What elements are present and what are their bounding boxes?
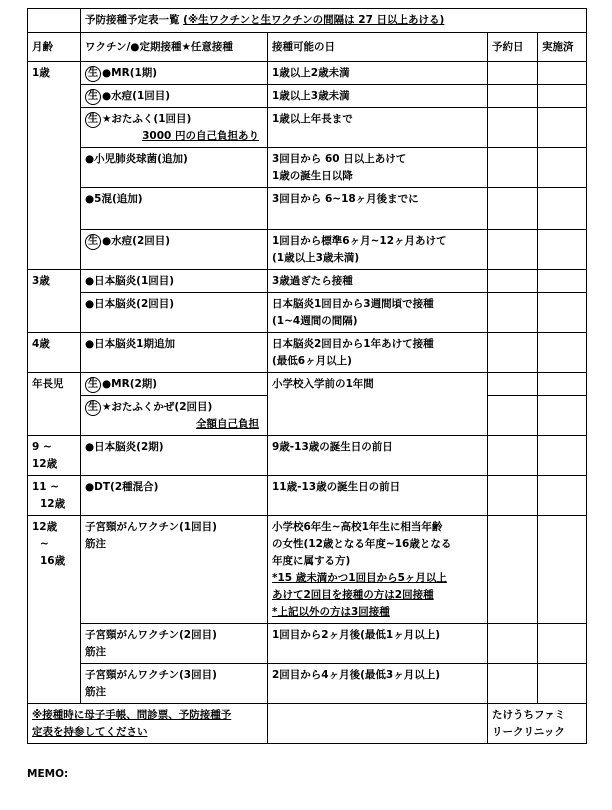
vaccination-schedule-table	[27, 8, 587, 744]
possible-cell: 3回目から 6~18ヶ月後までに	[268, 188, 488, 230]
age-cell: 1歳	[28, 62, 81, 270]
planned-date-cell[interactable]	[488, 188, 538, 230]
planned-date-cell[interactable]	[488, 396, 538, 436]
planned-date-cell[interactable]	[488, 85, 538, 108]
planned-date-cell[interactable]	[488, 293, 538, 333]
header-row	[28, 33, 587, 62]
table-row	[28, 664, 587, 704]
cost-note: 3000 円の自己負担あり	[142, 130, 259, 142]
vaccine-cell: ●日本脳炎(1回目)	[81, 270, 268, 293]
possible-cell: 小学校6年生~高校1年生に相当年齢 の女性(12歳となる年度~16歳となる 年度に属する方) *15 歳未満かつ1回目から5ヶ月以上 あけて2回目を接種の方は2回接種 *上記以外の方は3回接種	[268, 516, 488, 624]
memo-label: MEMO:	[27, 768, 69, 780]
table-row	[28, 293, 587, 333]
table-row	[28, 624, 587, 664]
header-vaccine: ワクチン/●定期接種★任意接種	[81, 33, 268, 62]
done-cell[interactable]	[538, 108, 587, 148]
header-age: 月齢	[28, 33, 81, 62]
age-cell: 4歳	[28, 333, 81, 373]
age-cell: 11 ~ 12歳	[28, 476, 81, 516]
footer-empty-cell	[268, 704, 488, 744]
vaccine-cell: ●小児肺炎球菌(追加)	[81, 148, 268, 188]
done-cell[interactable]	[538, 396, 587, 436]
table-row	[28, 230, 587, 270]
cost-note: 全額自己負担	[196, 418, 259, 430]
header-possible: 接種可能の日	[268, 33, 488, 62]
possible-cell: 小学校入学前の1年間	[268, 373, 488, 436]
live-vaccine-mark: 生	[85, 89, 101, 105]
done-cell[interactable]	[538, 664, 587, 704]
table-row	[28, 62, 587, 85]
possible-cell: 1回目から標準6ヶ月~12ヶ月あけて (1歳以上3歳未満)	[268, 230, 488, 270]
table-row	[28, 270, 587, 293]
header-done: 実施済	[538, 33, 587, 62]
planned-date-cell[interactable]	[488, 436, 538, 476]
clinic-name-cell: たけうちファミ リークリニック	[488, 704, 587, 744]
vaccine-cell: 生 ●水痘(2回目)	[81, 230, 268, 270]
vaccine-cell: 生 ●MR(2期)	[81, 373, 268, 396]
done-cell[interactable]	[538, 516, 587, 624]
footer-note-cell: ※接種時に母子手帳、問診票、予防接種予 定表を持参してください	[28, 704, 268, 744]
planned-date-cell[interactable]	[488, 108, 538, 148]
done-cell[interactable]	[538, 270, 587, 293]
table-row	[28, 108, 587, 148]
vaccine-cell: ●日本脳炎1期追加	[81, 333, 268, 373]
title-spacer-cell	[28, 9, 81, 33]
footer-note: ※接種時に母子手帳、問診票、予防接種予	[32, 709, 232, 721]
planned-date-cell[interactable]	[488, 62, 538, 85]
vaccine-cell: ●DT(2種混合)	[81, 476, 268, 516]
planned-date-cell[interactable]	[488, 516, 538, 624]
done-cell[interactable]	[538, 85, 587, 108]
table-row	[28, 85, 587, 108]
done-cell[interactable]	[538, 373, 587, 396]
planned-date-cell[interactable]	[488, 624, 538, 664]
possible-cell: 3回目から 60 日以上あけて 1歳の誕生日以降	[268, 148, 488, 188]
vaccine-cell: 子宮頸がんワクチン(2回目) 筋注	[81, 624, 268, 664]
live-vaccine-mark: 生	[85, 66, 101, 82]
done-cell[interactable]	[538, 333, 587, 373]
vaccine-cell: 生 ★おたふくかぜ(2回目) 全額自己負担	[81, 396, 268, 436]
planned-date-cell[interactable]	[488, 664, 538, 704]
title-cell	[81, 9, 587, 33]
table-row	[28, 436, 587, 476]
possible-cell: 3歳過ぎたら接種	[268, 270, 488, 293]
live-vaccine-mark: 生	[85, 112, 101, 128]
live-vaccine-mark: 生	[85, 377, 101, 393]
done-cell[interactable]	[538, 436, 587, 476]
clinic-name: たけうちファミ	[492, 709, 566, 721]
title-note: (※生ワクチンと生ワクチンの間隔は 27 日以上あける)	[183, 14, 445, 26]
title-row	[28, 9, 587, 33]
table-row	[28, 516, 587, 624]
vaccine-cell: 生 ●水痘(1回目)	[81, 85, 268, 108]
planned-date-cell[interactable]	[488, 230, 538, 270]
done-cell[interactable]	[538, 62, 587, 85]
done-cell[interactable]	[538, 624, 587, 664]
vaccine-cell: ●5混(追加)	[81, 188, 268, 230]
possible-cell: 日本脳炎2回目から1年あけて接種 (最低6ヶ月以上)	[268, 333, 488, 373]
done-cell[interactable]	[538, 148, 587, 188]
age-cell: 年長児	[28, 373, 81, 436]
vaccine-cell: ●日本脳炎(2期)	[81, 436, 268, 476]
live-vaccine-mark: 生	[85, 234, 101, 250]
planned-date-cell[interactable]	[488, 476, 538, 516]
done-cell[interactable]	[538, 293, 587, 333]
page-title: 予防接種予定表一覧	[85, 14, 180, 26]
possible-cell: 1歳以上年長まで	[268, 108, 488, 148]
possible-cell: 9歳-13歳の誕生日の前日	[268, 436, 488, 476]
age-cell: 3歳	[28, 270, 81, 333]
table-row	[28, 476, 587, 516]
table-row	[28, 188, 587, 230]
live-vaccine-mark: 生	[85, 400, 101, 416]
table-row	[28, 333, 587, 373]
vaccine-cell: ●日本脳炎(2回目)	[81, 293, 268, 333]
table-row	[28, 373, 587, 396]
planned-date-cell[interactable]	[488, 148, 538, 188]
table-row	[28, 148, 587, 188]
age-cell: 9 ~ 12歳	[28, 436, 81, 476]
planned-date-cell[interactable]	[488, 270, 538, 293]
possible-cell: 1歳以上3歳未満	[268, 85, 488, 108]
possible-cell: 2回目から4ヶ月後(最低3ヶ月以上)	[268, 664, 488, 704]
done-cell[interactable]	[538, 230, 587, 270]
done-cell[interactable]	[538, 476, 587, 516]
vaccine-cell: 生 ★おたふく(1回目) 3000 円の自己負担あり	[81, 108, 268, 148]
age-cell: 12歳 ~ 16歳	[28, 516, 81, 704]
vaccine-cell: 生 ●MR(1期)	[81, 62, 268, 85]
header-planned: 予約日	[488, 33, 538, 62]
vaccine-cell: 子宮頸がんワクチン(1回目) 筋注	[81, 516, 268, 624]
footer-row	[28, 704, 587, 744]
done-cell[interactable]	[538, 188, 587, 230]
planned-date-cell[interactable]	[488, 333, 538, 373]
vaccine-cell: 子宮頸がんワクチン(3回目) 筋注	[81, 664, 268, 704]
possible-cell: 11歳-13歳の誕生日の前日	[268, 476, 488, 516]
planned-date-cell[interactable]	[488, 373, 538, 396]
possible-cell: 1歳以上2歳未満	[268, 62, 488, 85]
possible-cell: 日本脳炎1回目から3週間頃で接種 (1~4週間の間隔)	[268, 293, 488, 333]
possible-cell: 1回目から2ヶ月後(最低1ヶ月以上)	[268, 624, 488, 664]
